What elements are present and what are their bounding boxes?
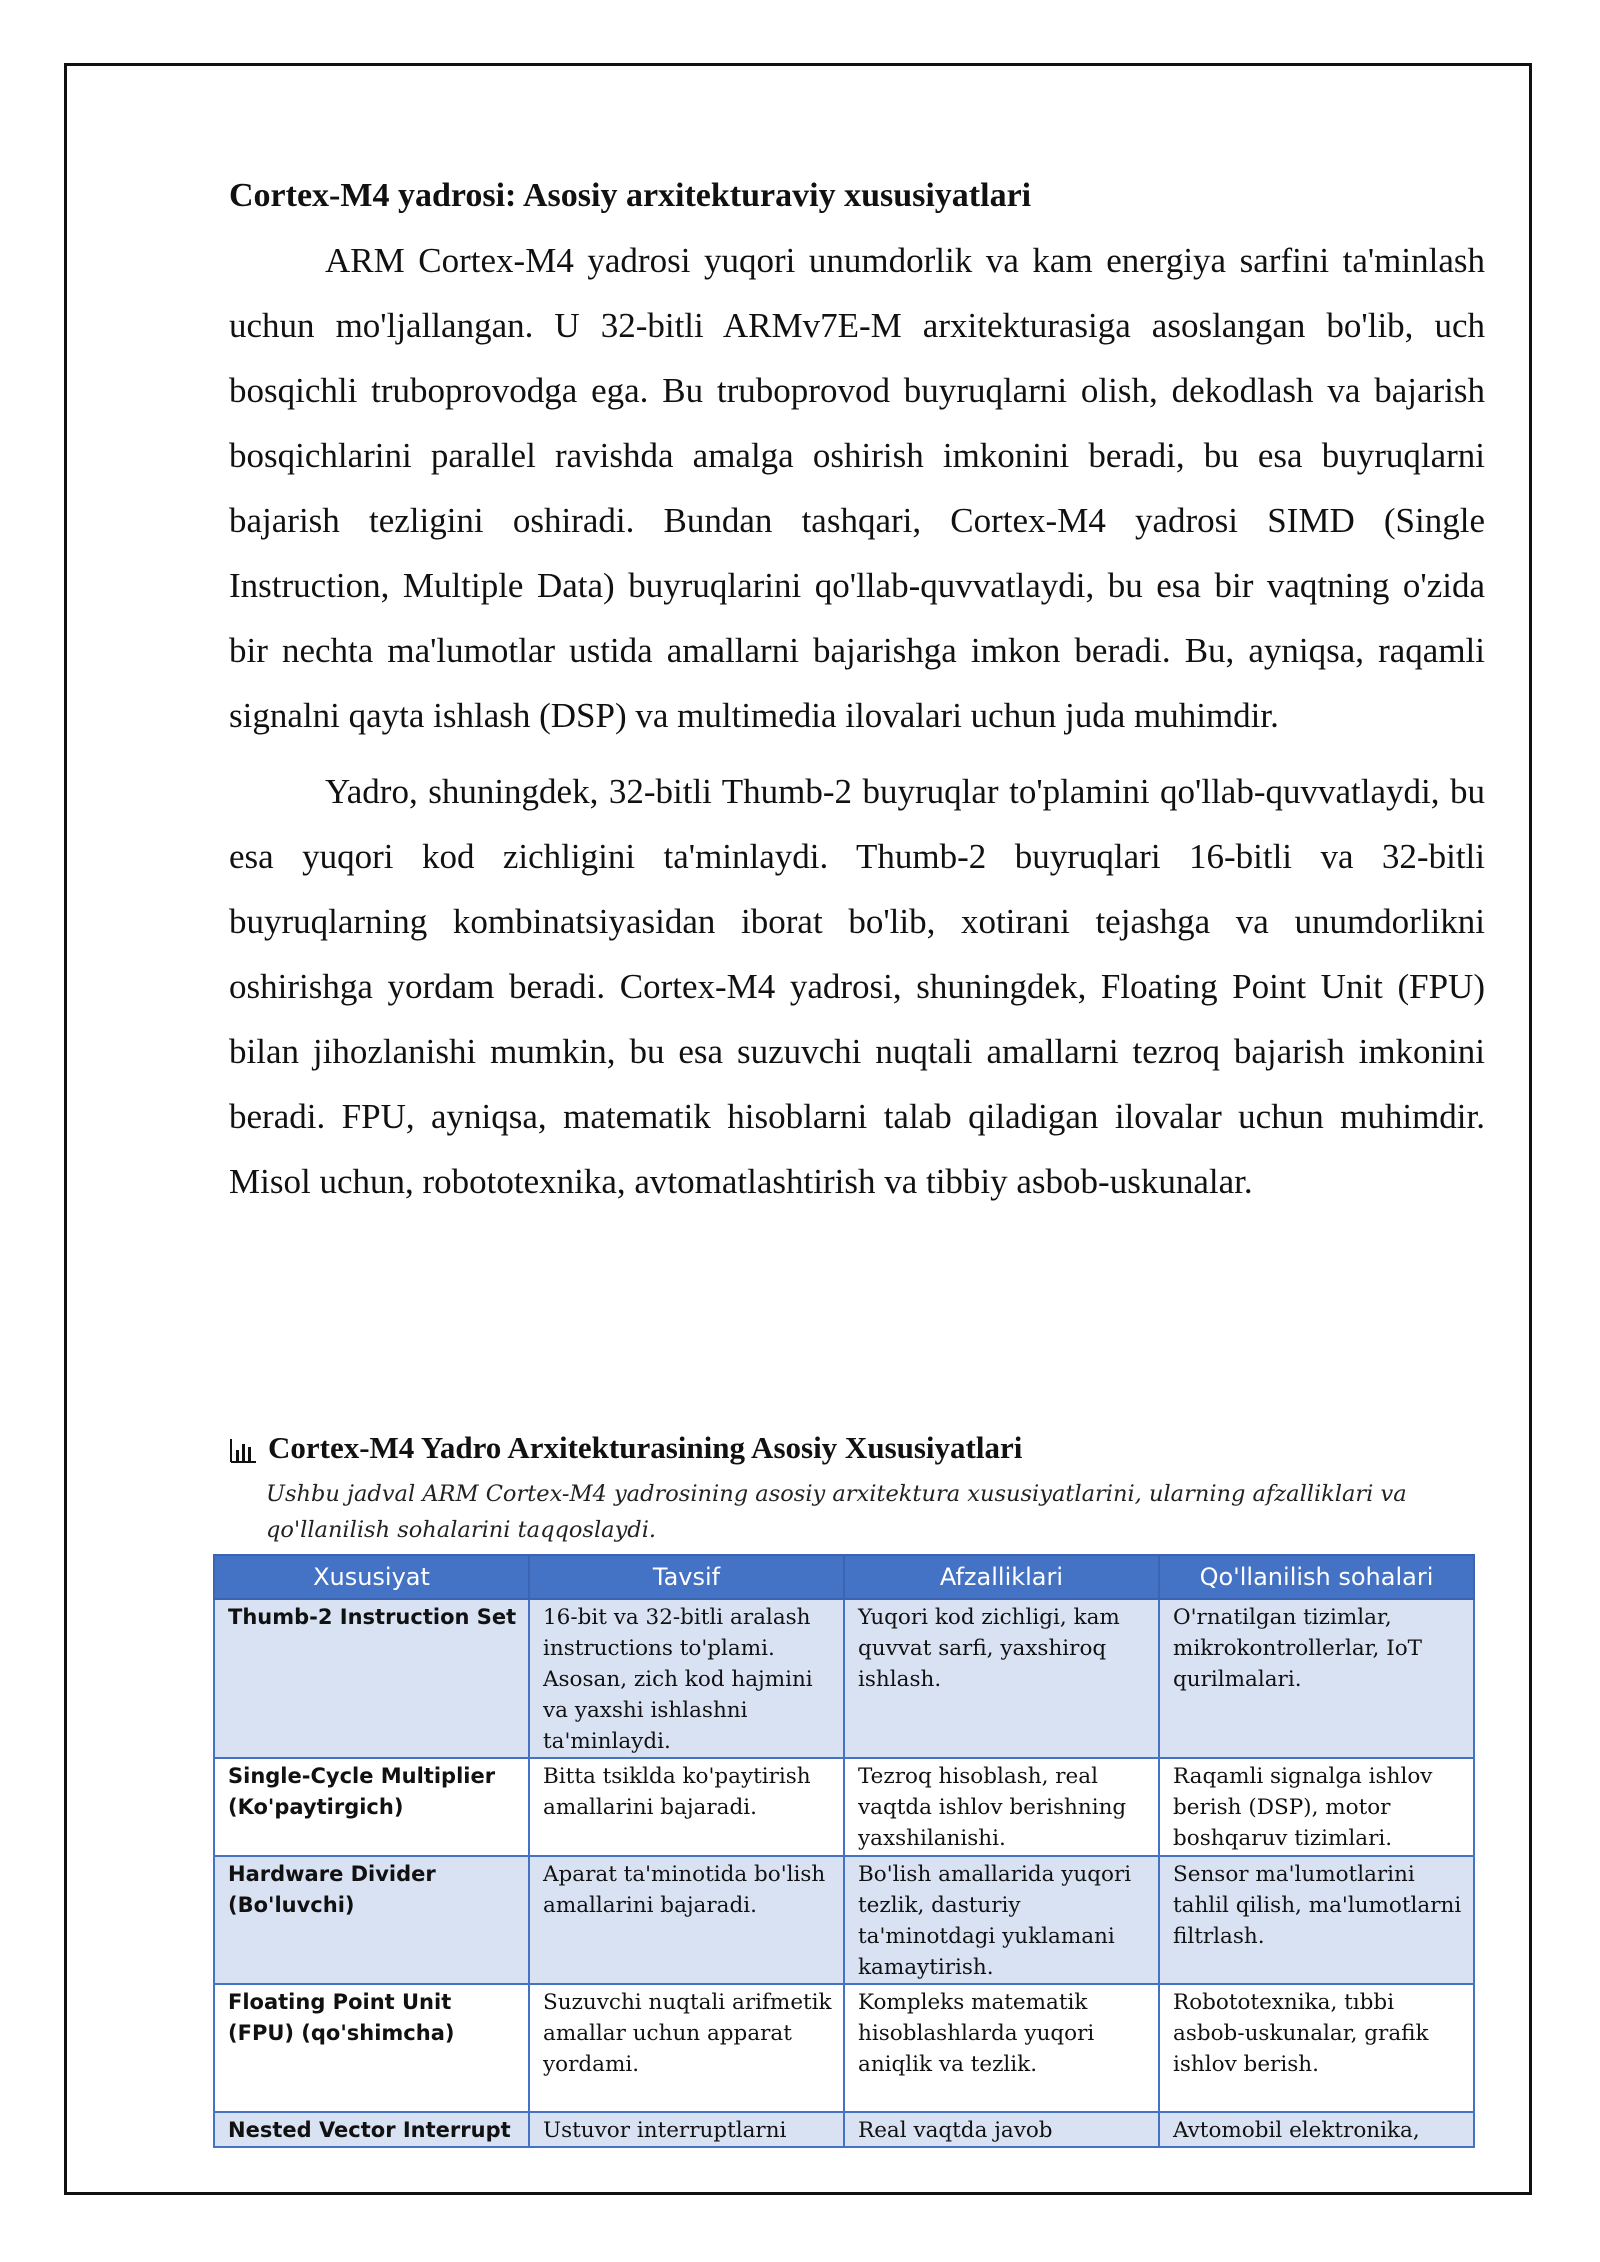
table-cell: Hardware Divider (Bo'luvchi) xyxy=(214,1856,529,1984)
table-row xyxy=(214,1984,1474,2112)
table-cell: Raqamli signalga ishlov berish (DSP), motor boshqaruv tizimlari. xyxy=(1159,1758,1474,1856)
table-cell: Suzuvchi nuqtali arifmetik amallar uchun apparat yordami. xyxy=(529,1984,844,2112)
table-cell: Single-Cycle Multiplier (Ko'paytirgich) xyxy=(214,1758,529,1856)
table-cell: Tezroq hisoblash, real vaqtda ishlov berishning yaxshilanishi. xyxy=(844,1758,1159,1856)
table-row xyxy=(214,1758,1474,1856)
column-header: Afzalliklari xyxy=(844,1555,1159,1599)
table-cell: Thumb-2 Instruction Set xyxy=(214,1599,529,1758)
table-cell: Real vaqtda javob xyxy=(844,2112,1159,2147)
table-cell: 16-bit va 32-bitli aralash instructions to'plami. Asosan, zich kod hajmini va yaxshi ishlashni ta'minlaydi. xyxy=(529,1599,844,1758)
table-caption: Ushbu jadval ARM Cortex-M4 yadrosining asosiy arxitektura xususiyatlarini, ularning afzalliklari va qo'llanilish sohalarini taqqoslaydi. xyxy=(266,1481,1407,1543)
table-header-block xyxy=(228,1404,1488,1548)
table-header-row xyxy=(214,1555,1474,1599)
section-heading: Cortex-M4 yadrosi: Asosiy arxitekturaviy xususiyatlari xyxy=(229,177,1032,214)
column-header: Qo'llanilish sohalari xyxy=(1159,1555,1474,1599)
table-cell: Bo'lish amallarida yuqori tezlik, dasturiy ta'minotdagi yuklamani kamaytirish. xyxy=(844,1856,1159,1984)
table-cell: Floating Point Unit (FPU) (qo'shimcha) xyxy=(214,1984,529,2112)
bar-chart-icon xyxy=(228,1433,258,1463)
table-cell: O'rnatilgan tizimlar, mikrokontrollerlar, IoT qurilmalari. xyxy=(1159,1599,1474,1758)
features-table xyxy=(213,1554,1475,2148)
table-cell: Avtomobil elektronika, xyxy=(1159,2112,1474,2147)
table-row xyxy=(214,1856,1474,1984)
table-cell: Sensor ma'lumotlarini tahlil qilish, ma'lumotlarni filtrlash. xyxy=(1159,1856,1474,1984)
table-cell: Bitta tsiklda ko'paytirish amallarini bajaradi. xyxy=(529,1758,844,1856)
table-cell: Aparat ta'minotida bo'lish amallarini bajaradi. xyxy=(529,1856,844,1984)
table-cell: Kompleks matematik hisoblashlarda yuqori aniqlik va tezlik. xyxy=(844,1984,1159,2112)
table-cell: Ustuvor interruptlarni xyxy=(529,2112,844,2147)
column-header: Tavsif xyxy=(529,1555,844,1599)
table-row xyxy=(214,2112,1474,2147)
table-cell: Nested Vector Interrupt xyxy=(214,2112,529,2147)
paragraph: ARM Cortex-M4 yadrosi yuqori unumdorlik va kam energiya sarfini ta'minlash uchun mo'ljallangan. U 32-bitli ARMv7E-M arxitekturasiga asoslangan bo'lib, uch bosqichli truboprovodga ega. Bu truboprovod buyruqlarni olish, dekodlash va bajarish bosqichlarini parallel ravishda amalga oshirish imkonini beradi, bu esa buyruqlarni bajarish tezligini oshiradi. Bundan tashqari, Cortex-M4 yadrosi SIMD (Single Instruction, Multiple Data) buyruqlarini qo'llab-quvvatlaydi, bu esa bir vaqtning o'zida bir nechta ma'lumotlar ustida amallarni bajarishga imkon beradi. Bu, ayniqsa, raqamli signalni qayta ishlash (DSP) va multimedia ilovalari uchun juda muhimdir. xyxy=(229,241,1485,735)
table-title-text: Cortex-M4 Yadro Arxitekturasining Asosiy Xususiyatlari xyxy=(268,1430,1023,1465)
paragraph: Yadro, shuningdek, 32-bitli Thumb-2 buyruqlar to'plamini qo'llab-quvvatlaydi, bu esa yuqori kod zichligini ta'minlaydi. Thumb-2 buyruqlari 16-bitli va 32-bitli buyruqlarning kombinatsiyasidan iborat bo'lib, xotirani tejashga va unumdorlikni oshirishga yordam beradi. Cortex-M4 yadrosi, shuningdek, Floating Point Unit (FPU) bilan jihozlanishi mumkin, bu esa suzuvchi nuqtali amallarni tezroq bajarish imkonini beradi. FPU, ayniqsa, matematik hisoblarni talab qiladigan ilovalar uchun muhimdir. Misol uchun, robototexnika, avtomatlashtirish va tibbiy asbob-uskunalar. xyxy=(229,772,1485,1201)
table-cell: Robototexnika, tıbbi asbob-uskunalar, grafik ishlov berish. xyxy=(1159,1984,1474,2112)
table-cell: Yuqori kod zichligi, kam quvvat sarfi, yaxshiroq ishlash. xyxy=(844,1599,1159,1758)
document-body xyxy=(229,172,1485,1214)
column-header: Xususiyat xyxy=(214,1555,529,1599)
table-title xyxy=(228,1426,1488,1470)
table-row xyxy=(214,1599,1474,1758)
